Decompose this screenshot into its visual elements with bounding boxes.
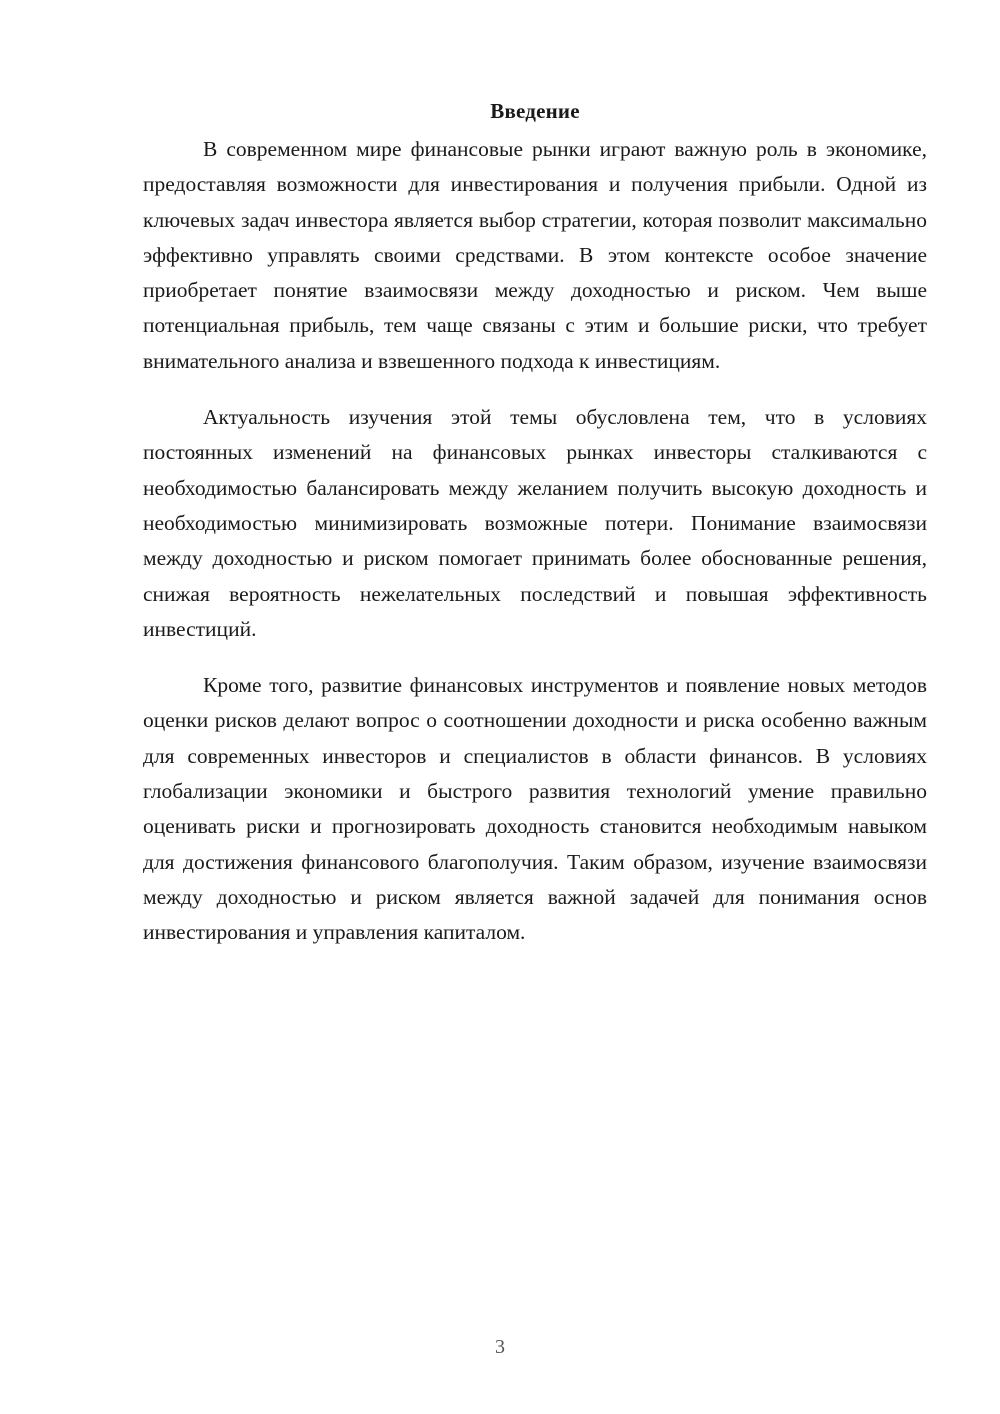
paragraph-1: В современном мире финансовые рынки играют важную роль в экономике, предоставляя возможности для инвестирования и получения прибыли. Одной из ключевых задач инвестора является выбор стратегии, которая позволит максимально эффективно управлять своими средствами. В этом контексте особое значение приобретает понятие взаимосвязи между доходностью и риском. Чем выше потенциальная прибыль, тем чаще связаны с этим и большие риски, что требует внимательного анализа и взвешенного подхода к инвестициям. [143, 137, 927, 373]
paragraph-3: Кроме того, развитие финансовых инструментов и появление новых методов оценки рисков делают вопрос о соотношении доходности и риска особенно важным для современных инвесторов и специалистов в области финансов. В условиях глобализации экономики и быстрого развития технологий умение правильно оценивать риски и прогнозировать доходность становится необходимым навыком для достижения финансового благополучия. Таким образом, изучение взаимосвязи между доходностью и риском является важной задачей для понимания основ инвестирования и управления капиталом. [143, 673, 927, 945]
page-number: 3 [495, 1336, 505, 1358]
paragraph-2: Актуальность изучения этой темы обусловлена тем, что в условиях постоянных изменений на финансовых рынках инвесторы сталкиваются с необходимостью балансировать между желанием получить высокую доходность и необходимостью минимизировать возможные потери. Понимание взаимосвязи между доходностью и риском помогает принимать более обоснованные решения, снижая вероятность нежелательных последствий и повышая эффективность инвестиций. [143, 405, 927, 641]
section-heading: Введение [490, 99, 580, 123]
page-content [143, 98, 927, 972]
